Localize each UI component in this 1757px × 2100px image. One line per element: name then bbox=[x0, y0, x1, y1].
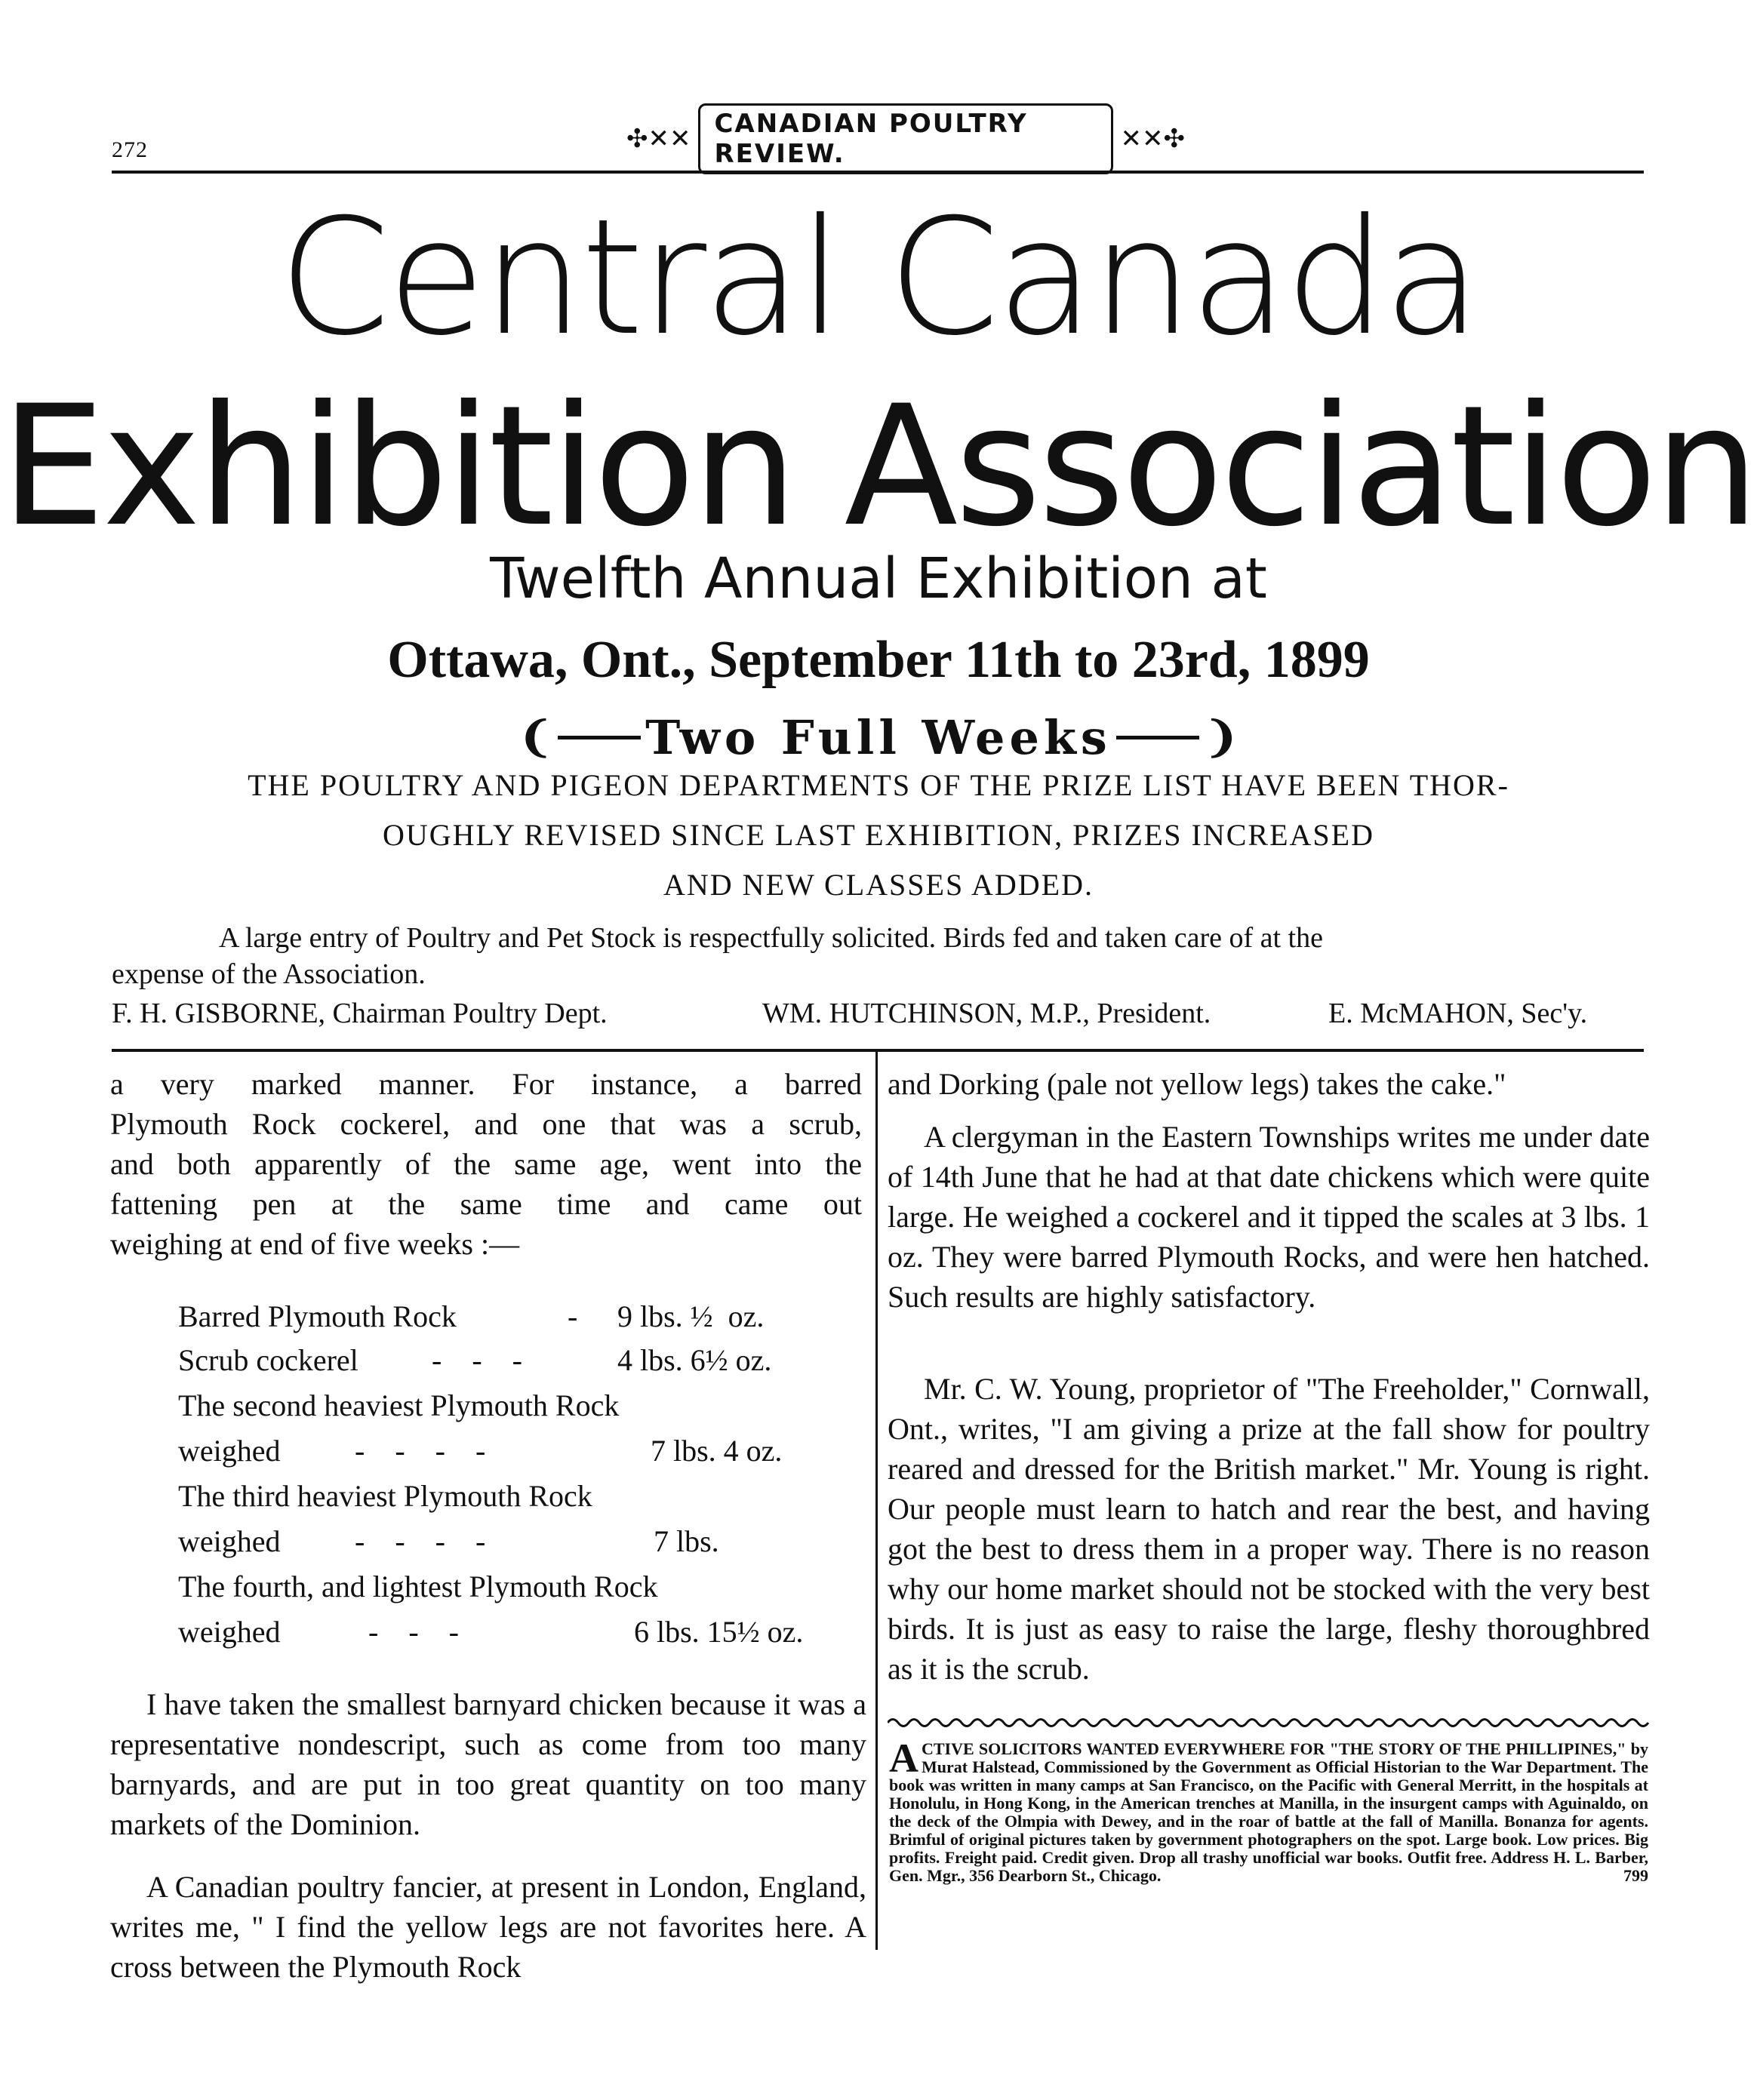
headline-line2: Exhibition Association bbox=[0, 370, 1757, 563]
weight-dashes: - - - bbox=[368, 1615, 459, 1649]
intro-line-1: a very marked manner. For instance, a barred bbox=[110, 1067, 862, 1101]
weight-label: Barred Plymouth Rock bbox=[178, 1299, 457, 1333]
right-para-3-text: Mr. C. W. Young, proprietor of "The Freeholder," Cornwall, Ont., writes, "I am giving a prize at the fall show for poultry reared and dressed for the British market." Mr. Young is right. Our people must learn to hatch and rear the best, and having got the best to dress them in a proper way. There is no reason why our home market should not be stocked with the very best birds. It is just as easy to raise the large, fleshy thoroughbred as it is the scrub. bbox=[888, 1372, 1650, 1686]
banner bbox=[0, 711, 1757, 764]
ornament-left-icon: ✣✕✕ bbox=[626, 124, 691, 154]
intro-line-2: Plymouth Rock cockerel, and one that was a scrub, bbox=[110, 1107, 862, 1141]
headline-dates: Ottawa, Ont., September 11th to 23rd, 1899 bbox=[387, 631, 1370, 689]
swash-left-line bbox=[558, 736, 641, 739]
swash-left-icon: ❨ bbox=[518, 714, 554, 761]
column-divider bbox=[875, 1052, 878, 1950]
notice-caps-line-2: OUGHLY REVISED SINCE LAST EXHIBITION, PRIZES INCREASED bbox=[383, 818, 1374, 852]
weight-dashes: - bbox=[568, 1299, 578, 1333]
right-para-2 bbox=[888, 1117, 1650, 1317]
left-para-2-text: I have taken the smallest barnyard chicken because it was a representative nondescript, such as come from too many barnyards, and are put in too great quantity on too many markets of the Dominion. bbox=[110, 1687, 866, 1841]
officer-secretary: E. McMAHON, Sec'y. bbox=[1328, 998, 1588, 1029]
notice-body-line-1: A large entry of Poultry and Pet Stock is respectfully solicited. Birds fed and taken care of at the bbox=[219, 922, 1323, 954]
banner-text: Two Full Weeks bbox=[645, 709, 1112, 765]
right-para-2-text: A clergyman in the Eastern Townships writes me under date of 14th June that he had at that date chickens which were quite large. He weighed a cockerel and it tipped the scales at 3 lbs. 1 oz. They were barred Plymouth Rocks, and were hen hatched. Such results are highly satisfactory. bbox=[888, 1120, 1650, 1314]
intro-line-3: and both apparently of the same age, went into the bbox=[110, 1147, 862, 1181]
left-para-3 bbox=[110, 1867, 866, 1987]
weight-value: 9 lbs. ½ oz. bbox=[617, 1299, 765, 1333]
weight-value: 7 lbs. 4 oz. bbox=[651, 1434, 783, 1468]
weight-value: 4 lbs. 6½ oz. bbox=[617, 1343, 772, 1377]
masthead bbox=[619, 109, 1192, 169]
ad-code: 799 bbox=[1623, 1866, 1648, 1885]
left-para-2 bbox=[110, 1684, 866, 1844]
weight-dashes: - - - bbox=[432, 1343, 522, 1377]
weight-value: 6 lbs. 15½ oz. bbox=[634, 1615, 804, 1649]
ornament-right-icon: ✕✕✣ bbox=[1120, 124, 1185, 154]
swash-right-icon: ❩ bbox=[1203, 714, 1239, 761]
wavy-rule bbox=[888, 1716, 1650, 1730]
right-para-1 bbox=[888, 1064, 1650, 1104]
weight-label: The second heaviest Plymouth Rock bbox=[178, 1388, 620, 1422]
headline-line1: Central Canada bbox=[278, 184, 1479, 370]
advertisement bbox=[889, 1736, 1648, 1885]
notice-rule bbox=[112, 1049, 1644, 1052]
weight-label: Scrub cockerel bbox=[178, 1343, 358, 1377]
notice-caps-line-3: AND NEW CLASSES ADDED. bbox=[663, 868, 1094, 902]
intro-line-4: fattening pen at the same time and came out bbox=[110, 1187, 862, 1221]
notice-body-line-2: expense of the Association. bbox=[112, 958, 426, 990]
header-rule bbox=[112, 171, 1644, 174]
notice-caps-line-1: THE POULTRY AND PIGEON DEPARTMENTS OF THE PRIZE LIST HAVE BEEN THOR- bbox=[248, 768, 1509, 802]
right-para-1-text: and Dorking (pale not yellow legs) takes the cake." bbox=[888, 1067, 1506, 1101]
intro-line-5: weighing at end of five weeks :— bbox=[110, 1227, 520, 1261]
weight-dashes: - - - - bbox=[355, 1434, 486, 1468]
weight-label: weighed bbox=[178, 1524, 281, 1558]
swash-right-line bbox=[1116, 736, 1199, 739]
right-para-3 bbox=[888, 1369, 1650, 1689]
page-number: 272 bbox=[112, 137, 148, 162]
weight-label: The third heaviest Plymouth Rock bbox=[178, 1479, 592, 1513]
left-para-3-text: A Canadian poultry fancier, at present in London, England, writes me, " I find the yellow legs are not favorites here. A cross between the Plymouth Rock bbox=[110, 1870, 866, 1984]
weight-label: weighed bbox=[178, 1615, 281, 1649]
officer-chairman: F. H. GISBORNE, Chairman Poultry Dept. bbox=[112, 998, 608, 1029]
headline-subtitle: Twelfth Annual Exhibition at bbox=[490, 546, 1267, 611]
weight-label: The fourth, and lightest Plymouth Rock bbox=[178, 1570, 658, 1603]
officer-president: WM. HUTCHINSON, M.P., President. bbox=[762, 998, 1211, 1029]
weight-label: weighed bbox=[178, 1434, 281, 1468]
ad-initial: A bbox=[889, 1736, 919, 1781]
weight-value: 7 lbs. bbox=[654, 1524, 719, 1558]
left-column-intro bbox=[110, 1064, 862, 1264]
masthead-title: CANADIAN POULTRY REVIEW. bbox=[698, 103, 1112, 174]
ad-text: CTIVE SOLICITORS WANTED EVERYWHERE FOR "THE STORY OF THE PHILLIPINES," by Murat Halstead, Commissioned by the Government as Official Historian to the War Department. The book was written in many camps at San Francisco, on the Pacific with General Merritt, in the hospitals at Honolulu, in Hong Kong, in the American trenches at Manilla, in the insurgent camps with Aguinaldo, on the deck of the Olmpia with Dewey, and in the roar of battle at the fall of Manilla. Bonanza for agents. Brimful of original pictures taken by government photographers on the spot. Large book. Low prices. Big profits. Freight paid. Credit given. Drop all trashy unofficial war books. Outfit free. Address H. L. Barber, Gen. Mgr., 356 Dearborn St., Chicago. bbox=[889, 1739, 1648, 1885]
weight-dashes: - - - - bbox=[355, 1524, 486, 1558]
